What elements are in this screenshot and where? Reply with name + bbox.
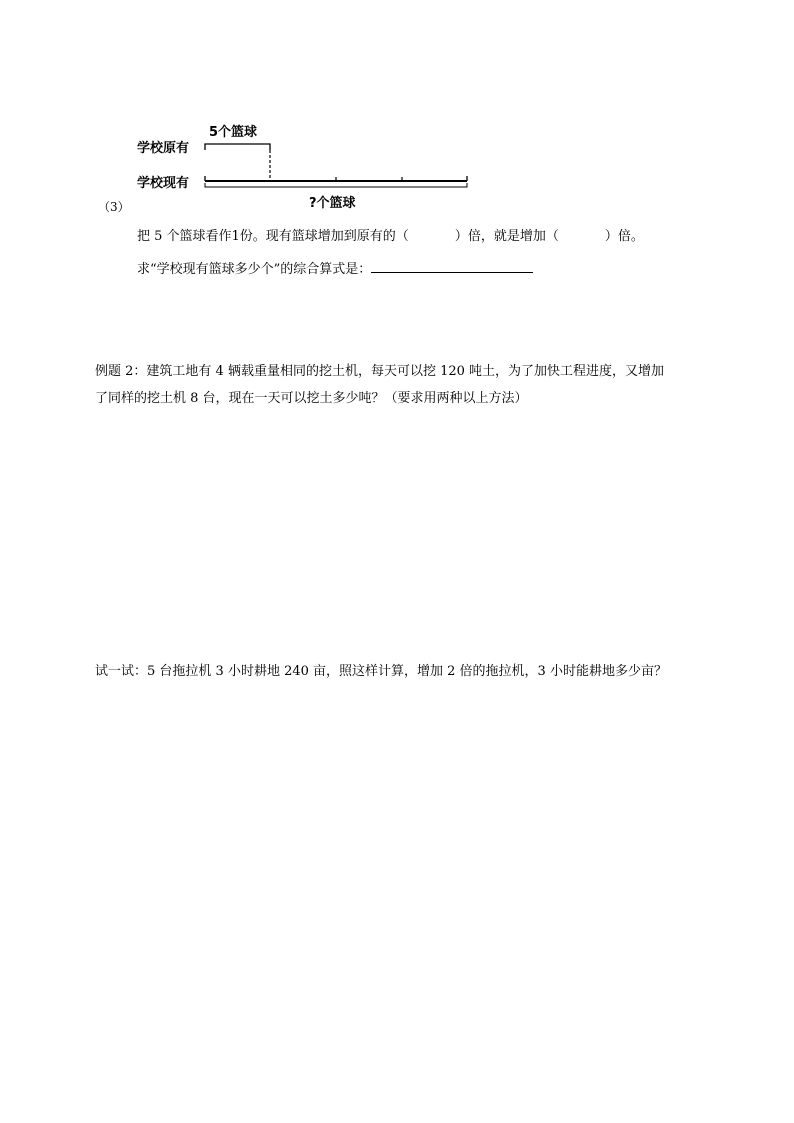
example2-line1: 例题 2：建筑工地有 4 辆载重量相同的挖土机，每天可以挖 120 吨土，为了加快工程进度，又增加 <box>95 364 665 379</box>
formula-answer-line[interactable] <box>371 260 533 273</box>
line-segment-diagram <box>0 0 794 260</box>
problem3-line2-text: 求“学校现有篮球多少个”的综合算式是： <box>137 262 372 277</box>
bottom-brace <box>205 183 467 187</box>
top-brace <box>205 144 270 150</box>
row2-label: 学校现有 <box>137 176 190 191</box>
bottom-label: ?个篮球 <box>309 196 356 211</box>
top-label: 5个篮球 <box>209 125 258 140</box>
example2-line2: 了同样的挖土机 8 台，现在一天可以挖土多少吨？（要求用两种以上方法） <box>95 391 528 406</box>
problem3-line1-part-a: 把 5 个篮球看作1份。现有篮球增加到原有的（ <box>137 229 409 244</box>
problem-number: （3） <box>98 200 130 214</box>
problem3-line2 <box>137 258 533 277</box>
tryit-text: 试一试：5 台拖拉机 3 小时耕地 240 亩，照这样计算，增加 2 倍的拖拉机，3 小时能耕地多少亩？ <box>95 664 667 679</box>
problem3-line1-part-c: ）倍。 <box>604 229 644 244</box>
row1-label: 学校原有 <box>137 141 190 156</box>
problem3-line1 <box>137 225 644 244</box>
problem3-line1-part-b: ）倍，就是增加（ <box>454 229 559 244</box>
